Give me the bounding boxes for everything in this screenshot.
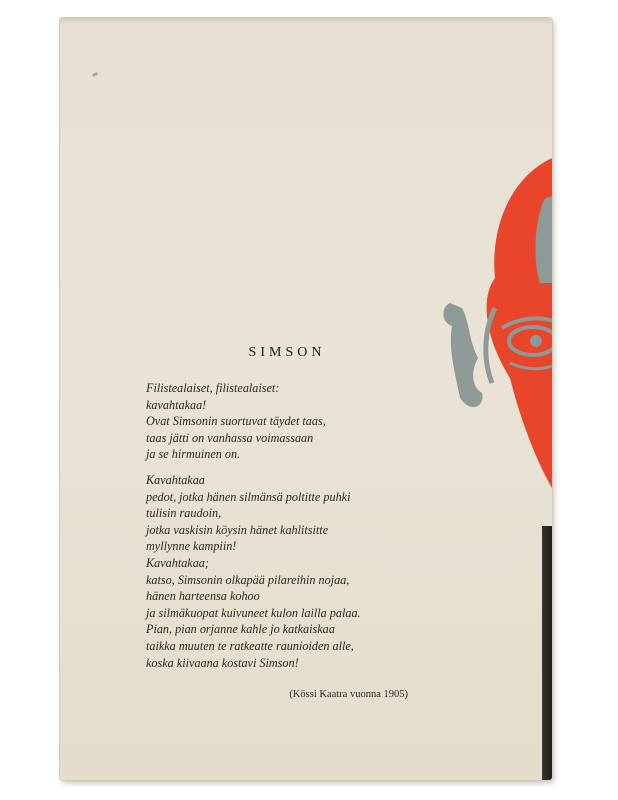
poem-line: katso, Simsonin olkapää pilareihin nojaa, — [146, 572, 350, 587]
poem-line: Pian, pian orjanne kahle jo katkaiskaa — [146, 622, 335, 637]
poem-line: koska kiivaana kostavi Simson! — [146, 655, 299, 670]
poem-line: Ovat Simsonin suortuvat täydet taas, — [146, 414, 326, 429]
poem-title: SIMSON — [248, 345, 326, 360]
cover-top-edge — [60, 18, 552, 24]
poem-line: hänen harteensa kohoo — [146, 589, 260, 604]
poem-line: Kavahtakaa — [146, 472, 205, 487]
poem-line: kavahtakaa! — [146, 397, 207, 412]
poem-block — [146, 345, 416, 700]
face-profile-illustration — [440, 158, 552, 538]
poem-line: myllynne kampiin! — [146, 539, 237, 554]
poem-line: taas jätti on vanhassa voimassaan — [146, 430, 314, 445]
ear-shape — [443, 303, 482, 407]
poem-stanza-1 — [146, 380, 416, 463]
poem-line: taikka muuten te ratkeatte raunioiden alle, — [146, 638, 354, 653]
poem-attribution: (Kössi Kaatra vuonna 1905) — [289, 689, 408, 701]
eye-pupil — [530, 335, 542, 347]
poem-line: pedot, jotka hänen silmänsä poltitte puhki — [146, 489, 351, 504]
poem-line: tulisin raudoin, — [146, 506, 222, 521]
poem-line: ja silmäkuopat kuivuneet kulon lailla palaa. — [146, 605, 361, 620]
poem-line: Kavahtakaa; — [146, 555, 209, 570]
dark-spine-strip — [542, 526, 552, 780]
poem-line: Filistealaiset, filistealaiset: — [146, 381, 280, 395]
paper-speck — [92, 72, 99, 77]
poem-line: jotka vaskisin köysin hänet kahlitsitte — [146, 522, 329, 537]
poem-line: ja se hirmuinen on. — [146, 447, 241, 462]
poem-stanza-2 — [146, 472, 416, 671]
